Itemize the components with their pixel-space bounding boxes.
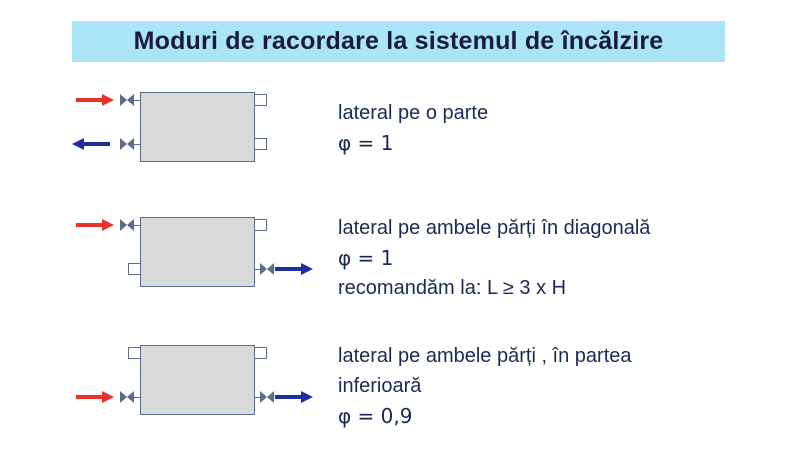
- valve-supply: [120, 391, 134, 403]
- caption-line: φ = 1: [338, 246, 394, 270]
- radiator-body: [140, 92, 255, 162]
- radiator-nipple-top-left: [128, 347, 140, 359]
- radiator-nipple-bottom-left: [128, 263, 140, 275]
- caption-lateral-both-sides-bottom: [338, 341, 778, 431]
- caption-line: inferioară: [338, 375, 422, 397]
- caption-line: φ = 0,9: [338, 404, 413, 428]
- connection-row-lateral-one-side: [0, 80, 800, 180]
- page-title: Moduri de racordare la sistemul de încălzire: [133, 27, 664, 55]
- caption-lateral-both-sides-diagonal: [338, 213, 778, 303]
- pipe-supply-stub: [134, 397, 141, 399]
- caption-line: recomandăm la: L ≥ 3 x H: [338, 277, 567, 299]
- radiator-nipple-top-right: [255, 347, 267, 359]
- valve-return: [120, 138, 134, 150]
- radiator-body: [140, 345, 255, 415]
- valve-supply: [120, 219, 134, 231]
- pipe-return-stub: [254, 269, 261, 271]
- valve-supply: [120, 94, 134, 106]
- caption-lateral-one-side: [338, 98, 778, 158]
- pipe-supply-stub: [134, 100, 141, 102]
- caption-line: φ = 1: [338, 131, 394, 155]
- radiator-diagram-2: [70, 205, 300, 310]
- pipe-return-stub: [134, 144, 141, 146]
- pipe-supply-stub: [134, 225, 141, 227]
- radiator-diagram-1: [70, 80, 300, 185]
- radiator-nipple-bottom-right: [255, 138, 267, 150]
- radiator-nipple-top-right: [255, 219, 267, 231]
- radiator-nipple-top-right: [255, 94, 267, 106]
- valve-return: [260, 391, 274, 403]
- connection-row-lateral-both-sides-diagonal: [0, 205, 800, 310]
- page-title-banner: [72, 21, 725, 62]
- pipe-return-stub: [254, 397, 261, 399]
- connection-row-lateral-both-sides-bottom: [0, 333, 800, 438]
- caption-line: lateral pe o parte: [338, 102, 489, 124]
- valve-return: [260, 263, 274, 275]
- radiator-body: [140, 217, 255, 287]
- caption-line: lateral pe ambele părți în diagonală: [338, 217, 651, 239]
- caption-line: lateral pe ambele părți , în partea: [338, 345, 632, 367]
- radiator-diagram-3: [70, 333, 300, 438]
